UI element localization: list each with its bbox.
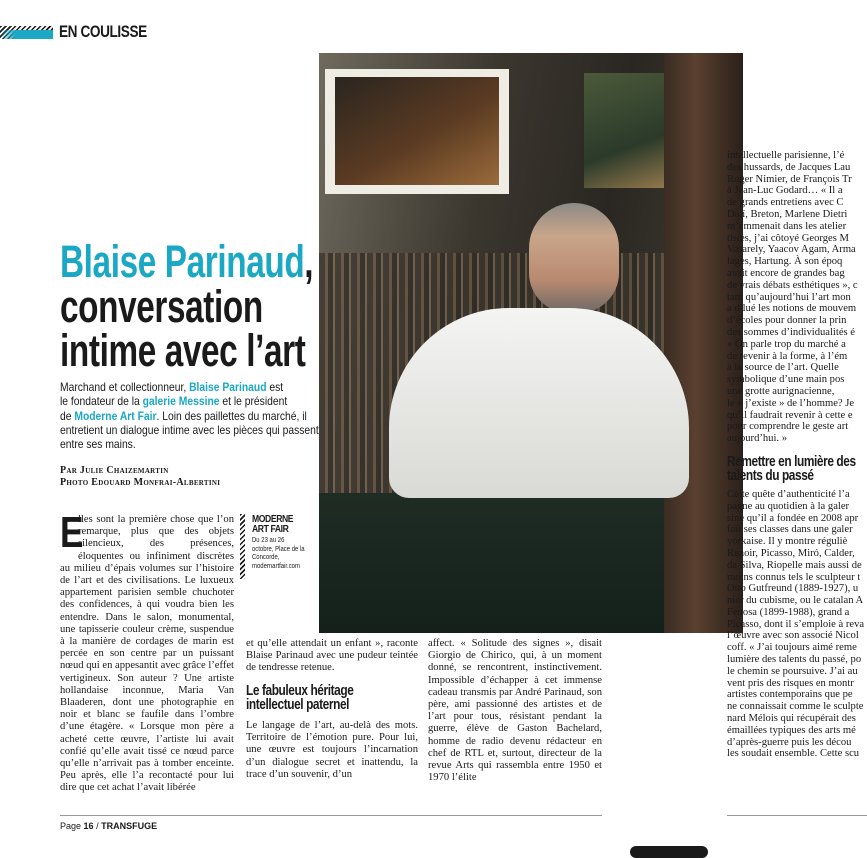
header-accent-bar — [0, 30, 53, 39]
column-4-line: à Jean-Luc Godard… « Il a — [727, 185, 843, 197]
column-4-line: Vasarely, Yaacov Agam, Arma — [727, 244, 856, 256]
column-4-line: pagne au quotidien à la galer — [727, 500, 850, 512]
standfirst-gallery: galerie Messine — [142, 394, 220, 409]
standfirst: Marchand et collectionneur, Blaise Parinaud est le fondateur de la galerie Messine et le président de Moderne Art Fair. Loin des paillettes du marché, il entretient un dialogue intime avec les pièces qui passent entre ses mains. — [60, 380, 319, 452]
column-1-text: lles sont la première chose que l’on remarque, plus que des objets silencieux, des présences, éloquentes ou infiniment discrètes au milieu d’épais volumes sur l’histoire de l’art et des civilisations. Le luxueux appartement parisien semble chuchoter des confidences, à qui voudra bien les entendre. Dans le salon, monumental, une tapisserie couleur crème, suspendue à la manière de cordages de marin est percée en son centre par un puissant nœud qui en appesantit avec grâce l’effet vertigineux. Son auteur ? Une artiste hollandaise inconnue, Maria Van Blaaderen, dont une photographie en noir et blanc se faufile dans l’ombre d’une étagère. « Lorsque mon père a acheté cette œuvre, l’artiste lui avait confié qu’elle avait tissé ce nœud parce qu’elle n’arrivait pas à tomber enceinte. Peu après, elle l’a recontacté pour lui dire que cet achat l’avait libérée — [60, 514, 234, 794]
column-4-line: le chemin se poursuive. J’ai au — [727, 665, 858, 677]
column-4-line: qu’il faudrait revenir à cette e — [727, 409, 853, 421]
column-4-line: artistes contemporains que pe — [727, 689, 853, 701]
page-footer — [60, 821, 157, 831]
info-box-hatch — [240, 514, 245, 579]
info-box-title: MODERNE ART FAIR — [252, 513, 294, 535]
column-4-line: de grands entretiens avec C — [727, 197, 844, 209]
section-label: EN COULISSE — [59, 22, 147, 41]
author-credit: Par Julie Chaizemartin — [60, 465, 169, 476]
column-4-line: des sommes d’individualités é — [727, 326, 855, 338]
column-4-line: sine qu’il a fondée en 2008 apr — [727, 512, 859, 524]
column-4-line: de vrais débats esthétiques », c — [727, 279, 858, 291]
column-4-line: à la source de l’art. Quelle — [727, 362, 839, 374]
column-4-line: symbolique d’une main pos — [727, 374, 845, 386]
column-4-text-1 — [727, 150, 867, 445]
column-4-line: lumière des talents du passé, po — [727, 654, 862, 666]
column-4-line: le « j’existe » de l’homme? Je — [727, 397, 855, 409]
footer-rule — [60, 815, 602, 816]
column-4-line: Otto Gutfreund (1889-1927), u — [727, 583, 859, 595]
column-4-line: coff. « J’ai toujours aimé reme — [727, 642, 857, 654]
headline-line2: conversation — [60, 281, 263, 332]
page-sep: / — [96, 821, 99, 831]
column-4-line: Cette quête d’authenticité l’a — [727, 488, 850, 500]
column-4-line: une grotte aurignacienne, — [727, 385, 835, 397]
column-4-line: Roger Nimier, de François Tr — [727, 173, 852, 185]
column-4-line: d’après-guerre puis les décou — [727, 736, 852, 748]
column-4-line: pour comprendre le geste art — [727, 421, 849, 433]
column-2-text-1: et qu’elle attendait un enfant », raconte Blaise Parinaud avec une pudeur teintée de tendresse retenue. — [246, 638, 418, 674]
portrait-photo — [319, 53, 743, 633]
headline-name: Blaise Parinaud — [60, 236, 305, 287]
column-4-line: a dilué les notions de mouvem — [727, 303, 857, 315]
column-4-line: Picasso, dont il s’emploie à reva — [727, 618, 865, 630]
column-4-line: Dalí, Breton, Marlene Dietri — [727, 208, 848, 220]
column-4-line: d’écoles pour donner la prin — [727, 315, 847, 327]
column-4-line: Renoir, Picasso, Miró, Calder, — [727, 547, 855, 559]
dropcap: E — [60, 508, 84, 557]
subhead-heritage: Le fabuleux héritage intellectuel paternel — [246, 683, 354, 713]
column-3-text: affect. « Solitude des signes », disait Giorgio de Chirico, qui, à un moment donné, se rencontrent, instinctivement. Impossible d’échapper à cet immense cadeau transmis par André Parinaud, son père, ami passionné des artistes et de l’art pour tous, résistant pendant la guerre, élève de Gaston Bachelard, homme de radio devenu rédacteur en chef de RTL et, surtout, directeur de la revue Arts qui rassembla entre 1950 et 1970 l’élite — [428, 638, 602, 784]
column-4-line: lages, Hartung. À son époq — [727, 256, 843, 268]
column-4 — [727, 150, 867, 760]
standfirst-name: Blaise Parinaud — [189, 380, 267, 394]
column-4-line: de revenir à la forme, à l’ém — [727, 350, 848, 362]
column-4-line: moins connus tels le sculpteur t — [727, 571, 861, 583]
next-page-tab — [630, 846, 708, 858]
column-4-line: les soudait ensemble. Cette scu — [727, 748, 860, 760]
column-4-line: « On parle trop du marché a — [727, 338, 846, 350]
column-4-line: l’œuvre avec son associé Nicol — [727, 630, 859, 642]
column-4-line: Fenosa (1899-1988), grand a — [727, 606, 850, 618]
column-4-line: nard Mélois qui récupérait des — [727, 713, 856, 725]
column-4-line: tistes, j’ai côtoyé Georges M — [727, 232, 849, 244]
column-4-line: aujourd’hui. » — [727, 433, 788, 445]
page-number: 16 — [83, 821, 94, 831]
page-word: Page — [60, 821, 82, 831]
info-box-details: Du 23 au 26 octobre, Place de la Concorde, modernartfair.com — [252, 537, 305, 570]
column-4-line: avait encore de grandes bag — [727, 267, 845, 279]
standfirst-fair: Moderne Art Fair — [74, 408, 157, 423]
column-4-line: m’emmenait dans les atelier — [727, 220, 847, 232]
column-4-line: tant qu’aujourd’hui l’art mon — [727, 291, 851, 303]
column-4-line: vent pris des risques en montr — [727, 677, 854, 689]
painting-left — [325, 69, 509, 194]
column-4-line: des hussards, de Jacques Lau — [727, 161, 851, 173]
photo-credit: Photo Edouard Monfrai-Albertini — [60, 477, 221, 488]
column-4-line: émaillées typiques des arts mé — [727, 724, 856, 736]
magazine-name: TRANSFUGE — [101, 821, 158, 831]
footer-rule-right — [727, 815, 867, 816]
person-head — [529, 203, 619, 313]
column-4-line: ne connaissait comme le sculpte — [727, 701, 864, 713]
column-2-text-2: Le langage de l’art, au-delà des mots. Territoire de l’émotion pure. Pour lui, une œuvre est toujours l’incarnation d’un dialogue secret et inattendu, la trace d’un souvenir, d’un — [246, 720, 418, 780]
headline-line1 — [60, 236, 314, 287]
column-4-line: fait ses classes dans une galer — [727, 524, 853, 536]
subhead-talents: Remettre en lumière des talents du passé — [727, 453, 856, 484]
headline-comma: , — [304, 236, 314, 287]
person-shirt — [389, 308, 689, 498]
column-4-text-2 — [727, 489, 867, 760]
column-4-line: da Silva, Riopelle mais aussi de — [727, 559, 862, 571]
headline-line3: intime avec l’art — [60, 325, 306, 376]
column-4-line: intellectuelle parisienne, l’é — [727, 150, 845, 161]
column-4-line: yorkaise. Il y montre réguliè — [727, 536, 848, 548]
column-4-line: nier du cubisme, ou le catalan A — [727, 595, 864, 607]
